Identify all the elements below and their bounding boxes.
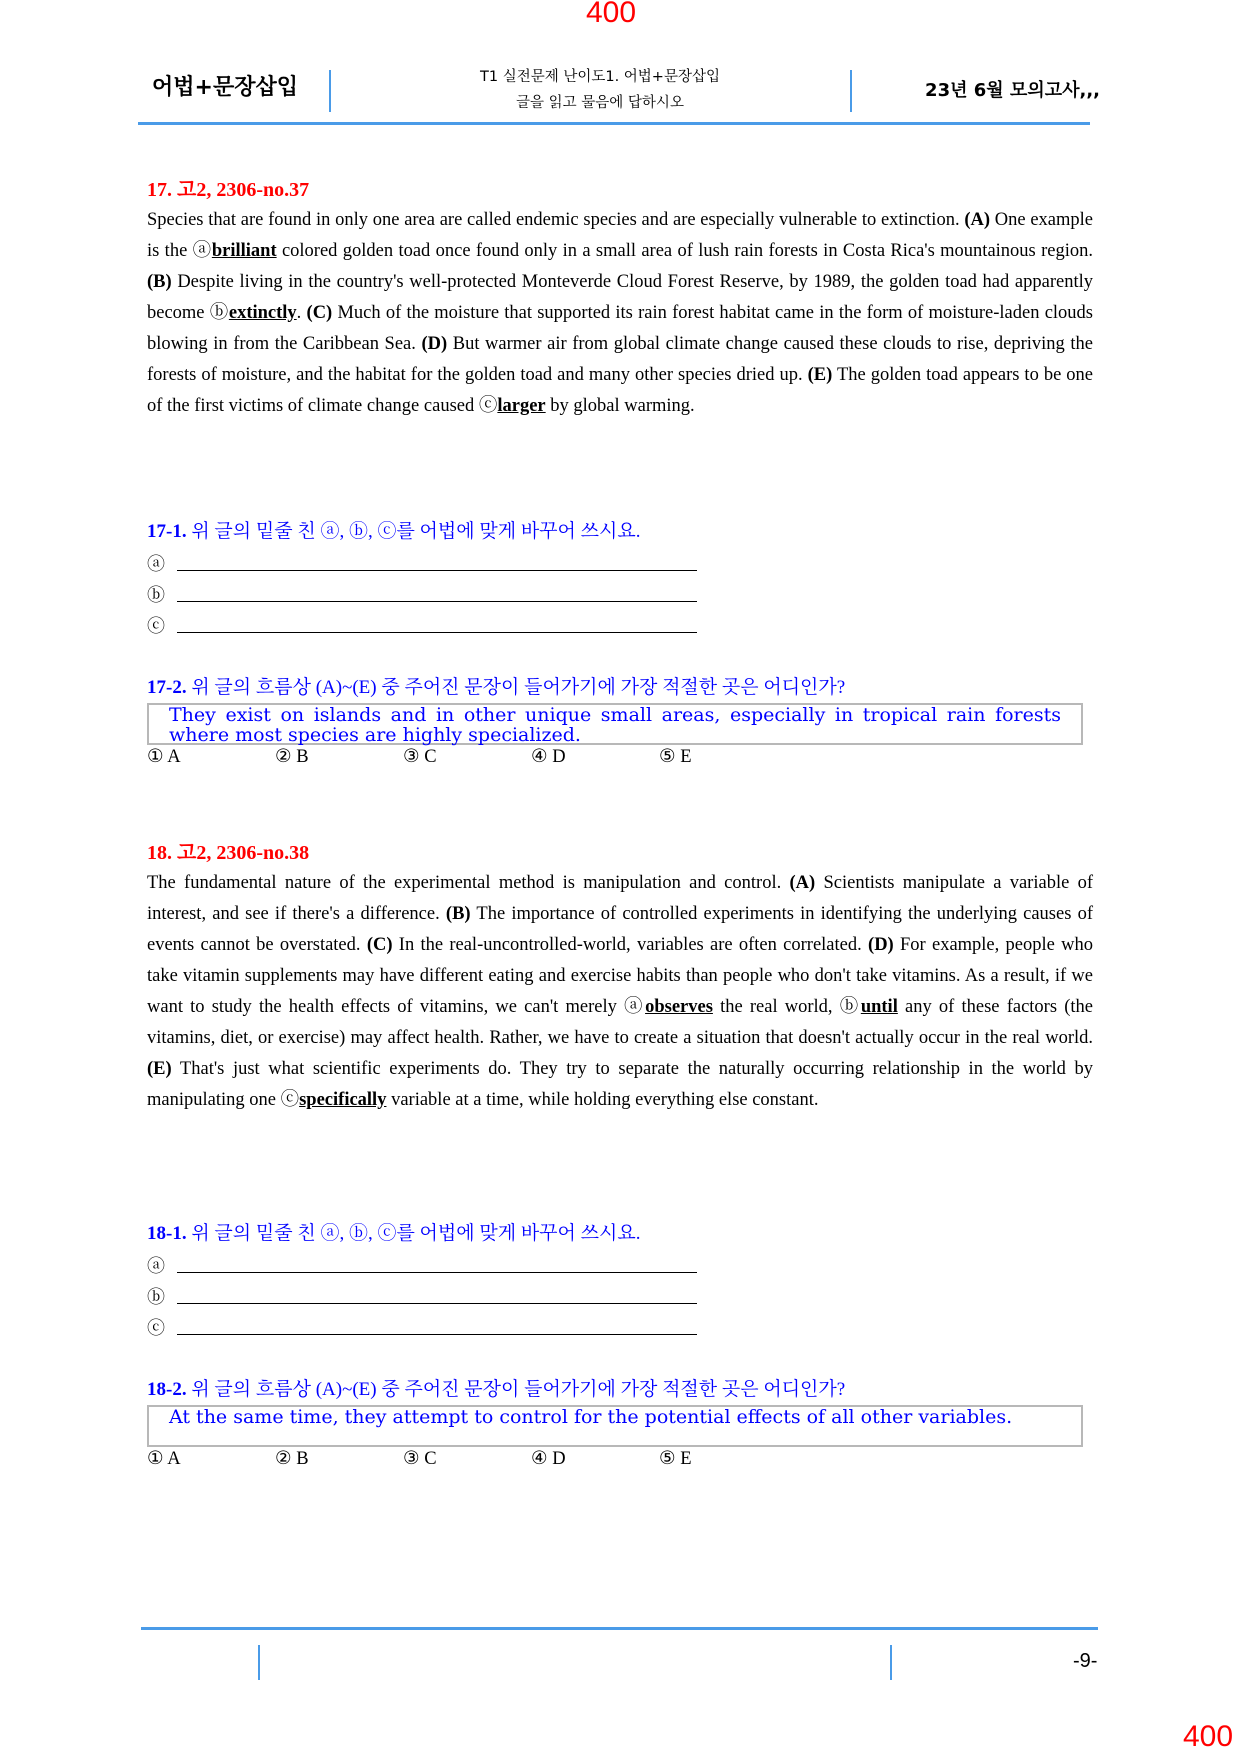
question-18-given-sentence: At the same time, they attempt to control for the potential effects of all other variables. [147,1405,1083,1447]
question-17-title: 17. 고2, 2306-no.37 [147,179,310,201]
choice-2[interactable]: ② B [275,747,309,767]
header-divider-left [329,70,331,112]
page-stamp-top: 400 [586,0,637,29]
header-instruction: 글을 읽고 물음에 답하시오 [516,95,684,111]
header-rule [138,122,1090,125]
choice-1[interactable]: ① A [147,1449,181,1469]
question-18-choices [147,1448,787,1470]
choice-3[interactable]: ③ C [403,1449,437,1469]
footer-rule [141,1627,1098,1630]
choice-3[interactable]: ③ C [403,747,437,767]
choice-1[interactable]: ① A [147,747,181,767]
underlined-word-c: specifically [299,1090,387,1110]
underlined-word-b: until [860,997,898,1017]
question-17-choices [147,746,787,768]
header-exam-title: 23년 6월 모의고사,,, [925,80,1100,101]
question-17-1-prompt: 17-1. 위 글의 밑줄 친 ⓐ, ⓑ, ⓒ를 어법에 맞게 바꾸어 쓰시요. [147,521,641,542]
footer-divider-left [258,1645,260,1680]
choice-4[interactable]: ④ D [531,747,566,767]
question-18-1-prompt: 18-1. 위 글의 밑줄 친 ⓐ, ⓑ, ⓒ를 어법에 맞게 바꾸어 쓰시요. [147,1223,641,1244]
question-17-passage: Species that are found in only one area are called endemic species and are especially vulnerable to extinction. (A) One example is the ⓐbrilliant colored golden toad once found only in a small area of lush rain forests in Costa Rica's mountainous region. (B) Despite living in the country's well-protected Monteverde Cloud Forest Reserve, by 1989, the golden toad had apparently become ⓑextinctly. (C) Much of the moisture that supported its rain forest habitat came in the form of moisture-laden clouds blowing in from the Caribbean Sea. (D) But warmer air from global climate change caused these clouds to rise, depriving the forests of moisture, and the habitat for the golden toad and many other species dried up. (E) The golden toad appears to be one of the first victims of climate change caused ⓒlarger by global warming. [147,210,1094,416]
question-17-2-prompt: 17-2. 위 글의 흐름상 (A)~(E) 중 주어진 문장이 들어가기에 가장 적절한 곳은 어디인가? [147,677,846,698]
header-center [340,64,860,116]
choice-5[interactable]: ⑤ E [659,1449,692,1469]
question-18-2-prompt: 18-2. 위 글의 흐름상 (A)~(E) 중 주어진 문장이 들어가기에 가장 적절한 곳은 어디인가? [147,1379,846,1400]
question-17-given-sentence: They exist on islands and in other unique small areas, especially in tropical rain forests where most species are highly specialized. [147,703,1083,745]
underlined-word-c: larger [497,396,546,416]
question-18-passage: The fundamental nature of the experimental method is manipulation and control. (A) Scientists manipulate a variable of interest, and see if there's a difference. (B) The importance of controlled experiments in identifying the underlying causes of events cannot be overstated. (C) In the real-uncontrolled-world, variables are often correlated. (D) For example, people who take vitamin supplements may have different eating and exercise habits than people who don't take vitamins. As a result, if we want to study the health effects of vitamins, we can't merely ⓐobserves the real world, ⓑuntil any of these factors (the vitamins, diet, or exercise) may affect health. Rather, we have to create a situation that doesn't actually occur in the real world. (E) That's just what scientific experiments do. They try to separate the naturally occurring relationship in the world by manipulating one ⓒspecifically variable at a time, while holding everything else constant. [147,873,1094,1110]
choice-4[interactable]: ④ D [531,1449,566,1469]
answer-line-17-a[interactable]: ⓐ [147,550,697,581]
answer-line-18-b[interactable]: ⓑ [147,1283,697,1314]
answer-line-18-c[interactable]: ⓒ [147,1314,697,1345]
answer-line-18-a[interactable]: ⓐ [147,1252,697,1283]
choice-5[interactable]: ⑤ E [659,747,692,767]
header-section-title: 어법+문장삽입 [152,75,298,100]
question-18-title: 18. 고2, 2306-no.38 [147,842,310,864]
page-stamp-bottom: 400 [1183,1720,1234,1753]
underlined-word-b: extinctly [228,303,297,323]
header-subtitle: T1 실전문제 난이도1. 어법+문장삽입 [480,69,720,85]
page-number: -9- [1073,1650,1098,1672]
answer-line-17-b[interactable]: ⓑ [147,581,697,612]
footer-divider-right [890,1645,892,1680]
underlined-word-a: brilliant [211,241,277,261]
answer-line-17-c[interactable]: ⓒ [147,612,697,643]
choice-2[interactable]: ② B [275,1449,309,1469]
header-divider-right [850,70,852,112]
underlined-word-a: observes [645,997,713,1017]
